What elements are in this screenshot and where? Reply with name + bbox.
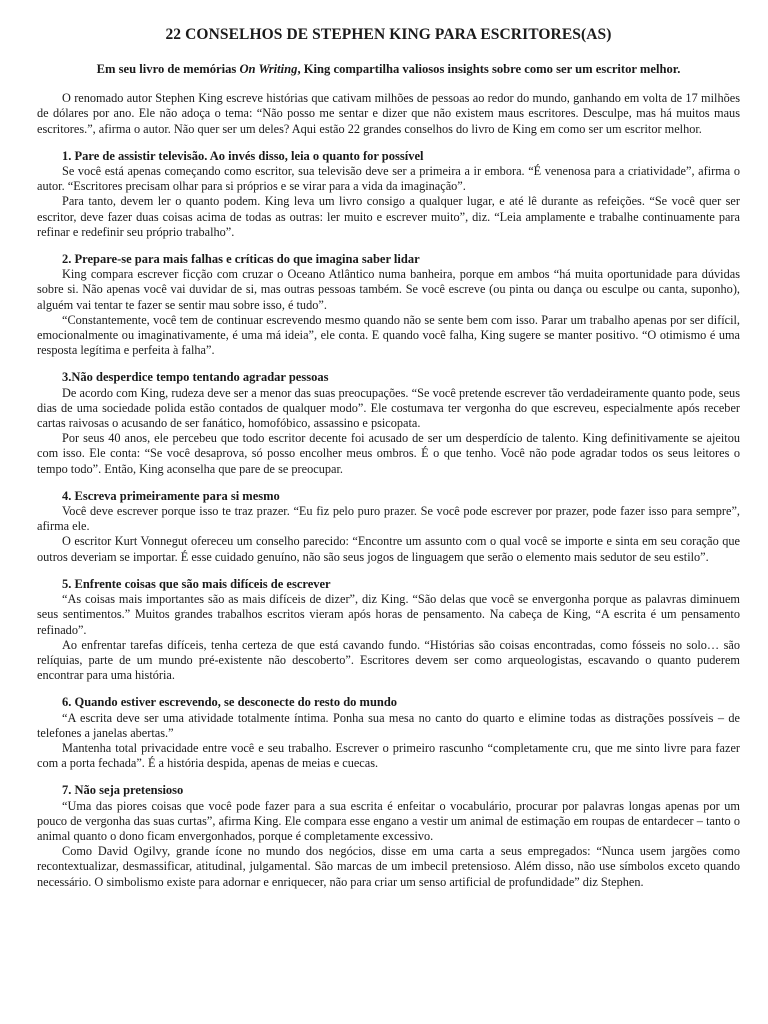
section-7 xyxy=(37,783,740,889)
section-paragraph: “Uma das piores coisas que você pode fazer para a sua escrita é enfeitar o vocabulário, procurar por palavras longas apenas por um pouco de vergonha das suas curtas”, afirma King. Ele compara esse engano a vestir um animal de estimação em roupas de entardecer – tanto o animal quanto o dono ficam envergonhados, porque é completamente excessivo. xyxy=(37,798,740,843)
section-paragraph: O escritor Kurt Vonnegut ofereceu um conselho parecido: “Encontre um assunto com o qual você se importe e sinta em seu coração que outros deveriam se importar. É esse cuidado genuíno, não são seus jogos de linguagem que serão o elemento mais sedutor de seu estilo”. xyxy=(37,534,740,564)
section-5 xyxy=(37,577,740,683)
section-1 xyxy=(37,149,740,240)
section-heading: 5. Enfrente coisas que são mais difíceis de escrever xyxy=(62,576,331,591)
section-paragraph: “Constantemente, você tem de continuar escrevendo mesmo quando não se sente bem com isso. Parar um trabalho apenas por ser difícil, emocionalmente ou imaginativamente, é uma má ideia”, ele conta. E quando você falha, King sugere se manter positivo. “O otimismo é uma resposta legítima e perfeita à falha”. xyxy=(37,312,740,358)
section-paragraph: “A escrita deve ser uma atividade totalmente íntima. Ponha sua mesa no canto do quarto e elimine todas as distrações possíveis – de telefones a janelas abertas.” xyxy=(37,710,740,740)
section-paragraph: Ao enfrentar tarefas difíceis, tenha certeza de que está cavando fundo. “Histórias são coisas encontradas, como fósseis no solo… são relíquias, parte de um mundo pré-existente não descoberto”. Escritores devem ser como arqueologistas, escavando o quanto puderem encontrar para uma história. xyxy=(37,637,740,683)
section-heading: 3.Não desperdice tempo tentando agradar pessoas xyxy=(62,370,329,385)
subtitle-text-end: , King compartilha valiosos insights sobre como ser um escritor melhor. xyxy=(297,62,681,76)
subtitle-text-start: Em seu livro de memórias xyxy=(96,62,240,76)
section-paragraph: King compara escrever ficção com cruzar o Oceano Atlântico numa banheira, porque em ambos “há muita oportunidade para dúvidas sobre si. Não apenas você vai duvidar de si, mas outras pessoas também. Se você escreve (ou pinta ou dança ou esculpe ou canta, suponho), alguém vai tentar te fazer se sentir mau sobre isso, é tudo”. xyxy=(37,267,740,312)
document-subtitle xyxy=(37,62,740,77)
section-heading: 4. Escreva primeiramente para si mesmo xyxy=(62,488,280,503)
section-paragraph: Como David Ogilvy, grande ícone no mundo dos negócios, disse em uma carta a seus empregados: “Nunca usem jargões como recontextualizar, desmassificar, atitudinal, julgamental. São marcas de um imbecil pretensioso. Além disso, não use símbolos exceto quando necessário. O simbolismo existe para adornar e enriquecer, não para criar um senso artificial de profundidade” diz Stephen. xyxy=(37,844,740,889)
section-heading: 7. Não seja pretensioso xyxy=(62,783,184,798)
section-heading: 2. Prepare-se para mais falhas e críticas do que imagina saber lidar xyxy=(62,252,420,267)
section-paragraph: Você deve escrever porque isso te traz prazer. “Eu fiz pelo puro prazer. Se você pode escrever por prazer, pode fazer isso para sempre”, afirma ele. xyxy=(37,504,740,534)
section-paragraph: “As coisas mais importantes são as mais difíceis de dizer”, diz King. “São delas que você se envergonha porque as palavras diminuem seus sentimentos.” Muitos grandes trabalhos escritos vieram após horas de pensamento. Na cabeça de King, “A escrita é um pensamento refinado”. xyxy=(37,592,740,637)
section-paragraph: Se você está apenas começando como escritor, sua televisão deve ser a primeira a ir embora. “É venenosa para a criatividade”, afirma o autor. “Escritores precisam olhar para si próprios e se virar para a vida da imaginação”. xyxy=(37,164,740,194)
section-paragraph: Para tanto, devem ler o quanto podem. King leva um livro consigo a qualquer lugar, e até lê durante as refeições. “Se você quer ser escritor, deve fazer duas coisas acima de todas as outras: ler muito e escrever muito”, diz. “Leia amplamente e trabalhe continuamente para refinar e redefinir seu próprio trabalho”. xyxy=(37,194,740,239)
section-2 xyxy=(37,252,740,358)
section-paragraph: Por seus 40 anos, ele percebeu que todo escritor decente foi acusado de ser um desperdício de talento. King definitivamente se ajeitou com isso. Ele conta: “Se você desaprova, só posso encolher meus ombros. É o que tenho. Você não pode agradar todos os seus leitores o tempo todo”. Então, King aconselha que pare de se preocupar. xyxy=(37,431,740,476)
section-4 xyxy=(37,489,740,565)
intro-paragraph: O renomado autor Stephen King escreve histórias que cativam milhões de pessoas ao redor do mundo, ganhando em volta de 17 milhões de dólares por ano. Ele não adoça o tema: “Não posso me sentar e dizer que não existem maus escritores. Desculpe, mas há muitos maus escritores.”, afirma o autor. Não quer ser um deles? Aqui estão 22 grandes conselhos do livro de King em como ser um escritor melhor. xyxy=(37,91,740,136)
document-title: 22 CONSELHOS DE STEPHEN KING PARA ESCRITORES(AS) xyxy=(165,26,612,43)
section-3 xyxy=(37,370,740,476)
section-heading: 1. Pare de assistir televisão. Ao invés disso, leia o quanto for possível xyxy=(62,148,424,163)
section-paragraph: De acordo com King, rudeza deve ser a menor das suas preocupações. “Se você pretende escrever tão verdadeiramente quanto pode, seus dias de uma sociedade polida estão contados de qualquer modo”. Ele costumava ter vergonha do que escreveu, especialmente após receber cartas raivosas o acusando de ser fanático, homofóbico, assassino e psicopata. xyxy=(37,385,740,431)
section-6 xyxy=(37,695,740,771)
section-paragraph: Mantenha total privacidade entre você e seu trabalho. Escrever o primeiro rascunho “completamente cru, que me sinto livre para fazer com a porta fechada”. É a história despida, apenas de meias e cuecas. xyxy=(37,740,740,771)
section-heading: 6. Quando estiver escrevendo, se desconecte do resto do mundo xyxy=(62,695,398,710)
book-title: On Writing xyxy=(239,62,298,76)
